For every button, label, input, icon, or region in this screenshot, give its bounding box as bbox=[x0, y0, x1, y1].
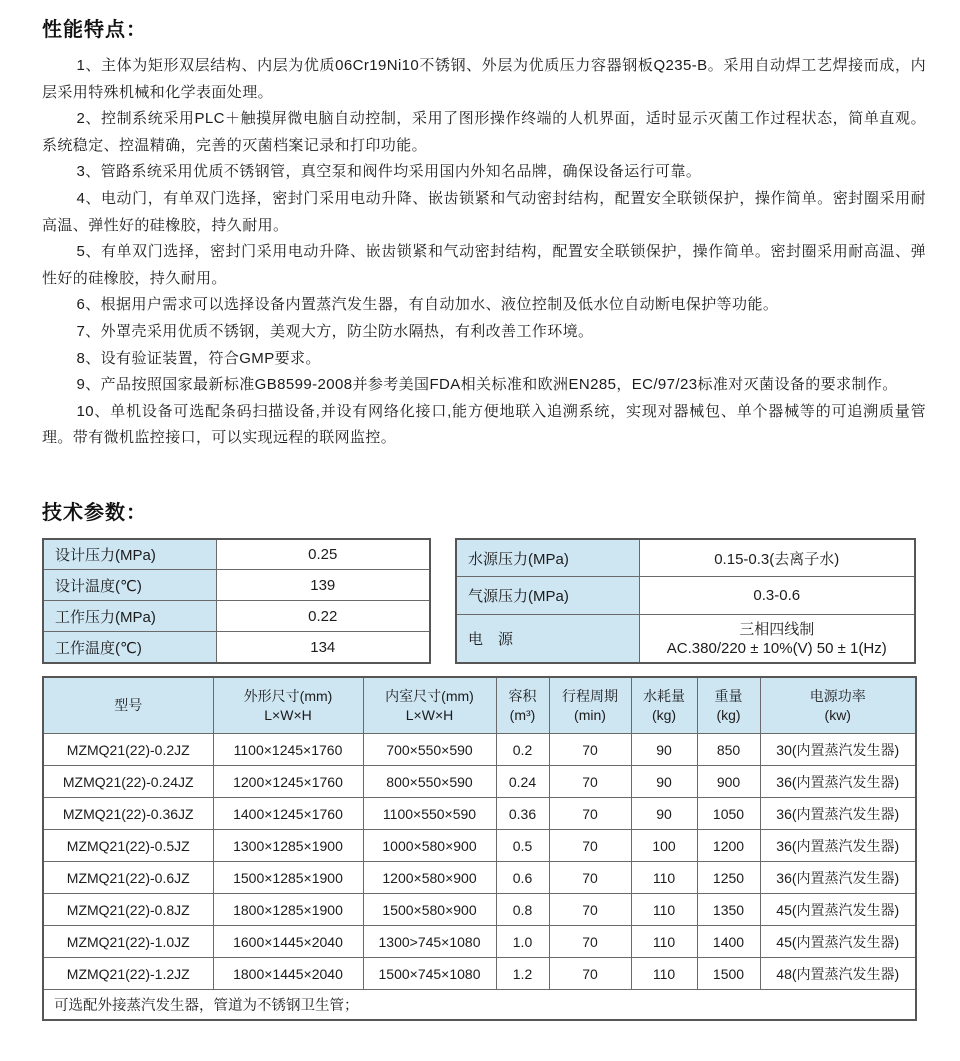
model-data-cell: 1500×1285×1900 bbox=[213, 862, 363, 894]
model-table-row-8 bbox=[43, 958, 916, 990]
model-data-cell: 0.2 bbox=[496, 734, 549, 766]
model-data-cell: 1100×550×590 bbox=[363, 798, 496, 830]
model-table-header-cell-2: 外形尺寸(mm) L×W×H bbox=[213, 677, 363, 734]
model-data-cell: 1200×580×900 bbox=[363, 862, 496, 894]
model-data-cell: 45(内置蒸汽发生器) bbox=[760, 926, 916, 958]
param-value-cell: 0.3-0.6 bbox=[639, 577, 915, 615]
utility-params-row-3 bbox=[456, 615, 915, 663]
model-data-cell: 70 bbox=[549, 766, 631, 798]
model-data-cell: 0.6 bbox=[496, 862, 549, 894]
model-data-cell: 0.24 bbox=[496, 766, 549, 798]
model-data-cell: 1250 bbox=[697, 862, 760, 894]
model-data-cell: 0.5 bbox=[496, 830, 549, 862]
model-table-row-4 bbox=[43, 830, 916, 862]
model-data-cell: 1300>745×1080 bbox=[363, 926, 496, 958]
model-data-cell: 110 bbox=[631, 958, 697, 990]
model-data-cell: 110 bbox=[631, 926, 697, 958]
feature-item-6: 6、根据用户需求可以选择设备内置蒸汽发生器，有自动加水、液位控制及低水位自动断电保护等功能。 bbox=[76, 296, 779, 314]
model-data-cell: 1100×1245×1760 bbox=[213, 734, 363, 766]
param-label-cell: 工作压力(MPa) bbox=[43, 601, 216, 632]
model-table-header-cell-1: 型号 bbox=[43, 677, 213, 734]
feature-item-3: 3、管路系统采用优质不锈钢管，真空泵和阀件均采用国内外知名品牌，确保设备运行可靠。 bbox=[76, 163, 702, 181]
feature-item-2: 2、控制系统采用PLC＋触摸屏微电脑自动控制，采用了图形操作终端的人机界面，适时显示灭菌工作过程状态，简单直观。系统稳定、控温精确，完善的灭菌档案记录和打印功能。 bbox=[42, 110, 926, 154]
model-table-header-cell-8: 电源功率 (kw) bbox=[760, 677, 916, 734]
model-data-cell: 1.0 bbox=[496, 926, 549, 958]
model-data-cell: 110 bbox=[631, 894, 697, 926]
model-data-cell: 1500×580×900 bbox=[363, 894, 496, 926]
model-data-cell: 70 bbox=[549, 734, 631, 766]
model-data-cell: 70 bbox=[549, 926, 631, 958]
param-value-cell: 0.22 bbox=[216, 601, 430, 632]
model-table-row-1 bbox=[43, 734, 916, 766]
model-table-footer-row bbox=[43, 990, 916, 1020]
features-list bbox=[42, 53, 926, 452]
design-params-row-4 bbox=[43, 632, 430, 663]
model-data-cell: 70 bbox=[549, 798, 631, 830]
model-table-row-2 bbox=[43, 766, 916, 798]
model-data-cell: 1400 bbox=[697, 926, 760, 958]
model-data-cell: 900 bbox=[697, 766, 760, 798]
param-value-cell: 0.25 bbox=[216, 539, 430, 570]
model-data-cell: 70 bbox=[549, 958, 631, 990]
model-name-cell: MZMQ21(22)-0.36JZ bbox=[43, 798, 213, 830]
model-data-cell: 1500 bbox=[697, 958, 760, 990]
param-value-cell: 0.15-0.3(去离子水) bbox=[639, 539, 915, 577]
model-data-cell: 1300×1285×1900 bbox=[213, 830, 363, 862]
param-value-cell: 134 bbox=[216, 632, 430, 663]
utility-parameters-table bbox=[455, 538, 916, 664]
model-table-header-row bbox=[43, 677, 916, 734]
model-name-cell: MZMQ21(22)-0.5JZ bbox=[43, 830, 213, 862]
param-label-cell: 电 源 bbox=[456, 615, 639, 663]
feature-item-9: 9、产品按照国家最新标准GB8599-2008并参考美国FDA相关标准和欧洲EN285，EC/97/23标准对灭菌设备的要求制作。 bbox=[76, 376, 898, 394]
model-name-cell: MZMQ21(22)-0.6JZ bbox=[43, 862, 213, 894]
design-params-row-1 bbox=[43, 539, 430, 570]
model-data-cell: 36(内置蒸汽发生器) bbox=[760, 798, 916, 830]
param-value-cell: 139 bbox=[216, 570, 430, 601]
model-data-cell: 1200 bbox=[697, 830, 760, 862]
model-data-cell: 1400×1245×1760 bbox=[213, 798, 363, 830]
param-label-cell: 设计压力(MPa) bbox=[43, 539, 216, 570]
model-table-header-cell-5: 行程周期 (min) bbox=[549, 677, 631, 734]
utility-params-row-1 bbox=[456, 539, 915, 577]
param-label-cell: 水源压力(MPa) bbox=[456, 539, 639, 577]
specs-title: 技术参数： bbox=[42, 501, 147, 524]
feature-item-5: 5、有单双门选择，密封门采用电动升降、嵌齿锁紧和气动密封结构，配置安全联锁保护，操作简单。密封圈采用耐高温、弹性好的硅橡胶，持久耐用。 bbox=[42, 243, 926, 287]
model-data-cell: 48(内置蒸汽发生器) bbox=[760, 958, 916, 990]
design-parameters-table bbox=[42, 538, 431, 664]
param-value-cell: 三相四线制 AC.380/220 ± 10%(V) 50 ± 1(Hz) bbox=[639, 615, 915, 663]
model-data-cell: 1800×1285×1900 bbox=[213, 894, 363, 926]
model-table-row-5 bbox=[43, 862, 916, 894]
model-table-row-3 bbox=[43, 798, 916, 830]
feature-item-8: 8、设有验证装置，符合GMP要求。 bbox=[76, 349, 321, 367]
feature-item-1: 1、主体为矩形双层结构、内层为优质06Cr19Ni10不锈钢、外层为优质压力容器钢板Q235-B。采用自动焊工艺焊接而成，内层采用特殊机械和化学表面处理。 bbox=[42, 57, 926, 101]
model-data-cell: 1200×1245×1760 bbox=[213, 766, 363, 798]
model-data-cell: 0.8 bbox=[496, 894, 549, 926]
model-data-cell: 1000×580×900 bbox=[363, 830, 496, 862]
model-table-header-cell-7: 重量 (kg) bbox=[697, 677, 760, 734]
utility-params-row-2 bbox=[456, 577, 915, 615]
model-name-cell: MZMQ21(22)-0.8JZ bbox=[43, 894, 213, 926]
param-label-cell: 工作温度(℃) bbox=[43, 632, 216, 663]
model-data-cell: 70 bbox=[549, 894, 631, 926]
model-data-cell: 1800×1445×2040 bbox=[213, 958, 363, 990]
model-name-cell: MZMQ21(22)-0.2JZ bbox=[43, 734, 213, 766]
model-data-cell: 90 bbox=[631, 798, 697, 830]
model-table-header-cell-6: 水耗量 (kg) bbox=[631, 677, 697, 734]
model-specifications-table bbox=[42, 676, 917, 1021]
model-data-cell: 1500×745×1080 bbox=[363, 958, 496, 990]
model-data-cell: 700×550×590 bbox=[363, 734, 496, 766]
model-table-header-cell-3: 内室尺寸(mm) L×W×H bbox=[363, 677, 496, 734]
param-label-cell: 气源压力(MPa) bbox=[456, 577, 639, 615]
model-table-row-6 bbox=[43, 894, 916, 926]
model-data-cell: 36(内置蒸汽发生器) bbox=[760, 766, 916, 798]
model-data-cell: 0.36 bbox=[496, 798, 549, 830]
model-data-cell: 36(内置蒸汽发生器) bbox=[760, 862, 916, 894]
model-data-cell: 1050 bbox=[697, 798, 760, 830]
model-data-cell: 1350 bbox=[697, 894, 760, 926]
model-name-cell: MZMQ21(22)-1.2JZ bbox=[43, 958, 213, 990]
features-title: 性能特点： bbox=[42, 19, 147, 41]
feature-item-7: 7、外罩壳采用优质不锈钢，美观大方，防尘防水隔热，有利改善工作环境。 bbox=[76, 322, 594, 340]
model-data-cell: 70 bbox=[549, 862, 631, 894]
model-data-cell: 90 bbox=[631, 734, 697, 766]
model-data-cell: 70 bbox=[549, 830, 631, 862]
param-label-cell: 设计温度(℃) bbox=[43, 570, 216, 601]
model-table-header-cell-4: 容积 (m³) bbox=[496, 677, 549, 734]
design-params-row-3 bbox=[43, 601, 430, 632]
model-data-cell: 30(内置蒸汽发生器) bbox=[760, 734, 916, 766]
model-name-cell: MZMQ21(22)-0.24JZ bbox=[43, 766, 213, 798]
model-data-cell: 800×550×590 bbox=[363, 766, 496, 798]
model-data-cell: 36(内置蒸汽发生器) bbox=[760, 830, 916, 862]
model-data-cell: 1600×1445×2040 bbox=[213, 926, 363, 958]
model-data-cell: 1.2 bbox=[496, 958, 549, 990]
model-table-row-7 bbox=[43, 926, 916, 958]
design-params-row-2 bbox=[43, 570, 430, 601]
model-data-cell: 850 bbox=[697, 734, 760, 766]
feature-item-10: 10、单机设备可选配条码扫描设备,并设有网络化接口,能方便地联入追溯系统，实现对器械包、单个器械等的可追溯质量管理。带有微机监控接口，可以实现远程的联网监控。 bbox=[42, 402, 926, 447]
feature-item-4: 4、电动门，有单双门选择，密封门采用电动升降、嵌齿锁紧和气动密封结构，配置安全联锁保护，操作简单。密封圈采用耐高温、弹性好的硅橡胶，持久耐用。 bbox=[42, 189, 926, 234]
parameter-tables-row bbox=[42, 538, 926, 664]
model-table-footer-cell: 可选配外接蒸汽发生器，管道为不锈钢卫生管； bbox=[43, 990, 916, 1020]
model-data-cell: 100 bbox=[631, 830, 697, 862]
model-data-cell: 45(内置蒸汽发生器) bbox=[760, 894, 916, 926]
model-data-cell: 110 bbox=[631, 862, 697, 894]
model-data-cell: 90 bbox=[631, 766, 697, 798]
model-name-cell: MZMQ21(22)-1.0JZ bbox=[43, 926, 213, 958]
